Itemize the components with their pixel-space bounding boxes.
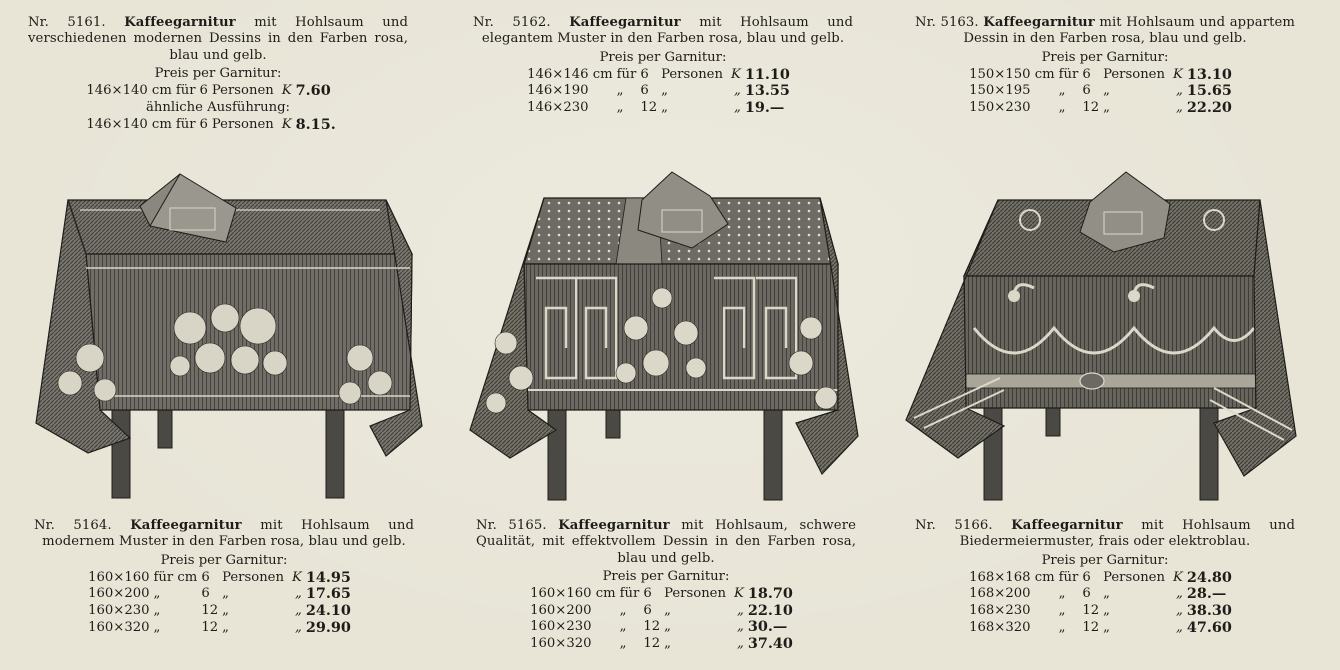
item-desc: mit Hohlsaum und Biedermeiermuster, frais oder elektroblau. [959, 518, 1295, 550]
price-cell: 17.65 [305, 585, 351, 603]
price-row [967, 67, 1243, 84]
price-label: Preis per Garnitur: [154, 66, 282, 82]
item-name: Kaffeegarnitur [1011, 518, 1123, 533]
size-cell: 150×230 [969, 100, 1031, 115]
price-row [967, 603, 1243, 620]
persons-cell: „ [1103, 586, 1110, 602]
persons-count-cell: 6 [1082, 586, 1091, 602]
currency-cell: „ [737, 619, 744, 635]
item-number: Nr. 5163. [915, 15, 979, 30]
similar-price-table [84, 117, 351, 134]
price-row [528, 619, 804, 636]
price-row [967, 100, 1243, 117]
currency-cell: K [291, 569, 302, 585]
persons-cell: „ [661, 83, 668, 99]
currency-cell: K [730, 66, 741, 82]
price-cell: 22.10 [747, 601, 793, 619]
persons-count-cell: 12 [1082, 619, 1100, 635]
item-desc: mit Hohlsaum, schwere Qualität, mit effektvollem Dessin in den Farben rosa, blau und gelb. [476, 518, 857, 566]
price-cell: 7.60 [295, 82, 331, 100]
item-name: Kaffeegarnitur [558, 518, 670, 533]
price-row [528, 636, 804, 653]
price-cell: 18.70 [747, 585, 793, 603]
for-cell: „ [619, 602, 627, 618]
price-row [86, 620, 362, 637]
currency-cell: „ [1176, 619, 1183, 635]
persons-count-cell: 6 [1082, 83, 1091, 99]
size-cell: 146×190 [527, 83, 589, 99]
persons-cell: „ [1103, 100, 1110, 115]
entry-description [476, 518, 856, 567]
price-label: Preis per Garnitur: [1041, 552, 1169, 568]
size-cell: 168×200 [969, 586, 1031, 602]
price-table [86, 570, 362, 636]
currency-cell: „ [734, 83, 741, 99]
item-desc: mit Hohlsaum und modernem Muster in den Farben rosa, blau und gelb. [42, 518, 414, 550]
size-cell: 160×320 [530, 636, 592, 651]
price-cell: 13.10 [1186, 65, 1232, 83]
item-desc: mit Hohlsaum und verschiedenen modernen Dessins in den Farben rosa, blau und gelb. [28, 15, 408, 63]
price-cell: 11.10 [744, 65, 790, 83]
for-cell: für [175, 83, 196, 99]
price-row [967, 83, 1243, 100]
persons-cell: Personen [661, 66, 723, 82]
for-cell: „ [619, 636, 627, 651]
currency-cell: „ [295, 619, 302, 635]
size-cell: 160×230 [530, 619, 592, 635]
price-row [528, 603, 804, 620]
price-row [525, 100, 801, 117]
persons-count-cell: 6 [1082, 66, 1091, 82]
price-label: Preis per Garnitur: [602, 569, 730, 585]
price-cell: 8.15. [295, 115, 336, 133]
price-row [84, 117, 351, 134]
price-cell: 30.— [747, 618, 788, 636]
size-cell: 160×160 [88, 569, 150, 585]
tablecloth-floral-illustration [30, 168, 430, 508]
for-cell: für [175, 116, 196, 132]
price-row [84, 83, 351, 100]
catalog-entry-5164 [24, 518, 424, 636]
for-cell: „ [619, 619, 627, 635]
persons-cell: „ [222, 603, 229, 618]
item-number: Nr. 5165. [476, 518, 547, 533]
persons-cell: Personen [211, 83, 274, 99]
price-table [84, 83, 351, 100]
persons-count-cell: 12 [1082, 603, 1100, 618]
price-cell: 24.80 [1186, 568, 1232, 586]
persons-count-cell: 6 [201, 586, 210, 602]
price-table [967, 570, 1243, 636]
price-row [528, 586, 804, 603]
size-cell: 146×146 cm [527, 66, 613, 82]
price-cell: 15.65 [1186, 82, 1232, 100]
size-cell: 146×140 cm [86, 116, 172, 132]
price-cell: 28.— [1186, 585, 1227, 603]
for-cell: für [1058, 66, 1079, 82]
price-table [525, 67, 801, 117]
size-cell: 146×230 [527, 100, 589, 115]
item-number: Nr. 5162. [473, 15, 551, 30]
price-cell: 47.60 [1186, 618, 1232, 636]
price-row [967, 586, 1243, 603]
catalog-entry-5166 [905, 518, 1305, 636]
persons-cell: Personen [1103, 66, 1165, 82]
persons-cell: „ [661, 100, 668, 115]
item-number: Nr. 5164. [34, 518, 112, 533]
size-cell: 160×200 [88, 586, 150, 602]
price-cell: 14.95 [305, 568, 351, 586]
currency-cell: K [733, 586, 744, 602]
price-label: Preis per Garnitur: [599, 49, 727, 65]
item-desc: mit Hohlsaum und elegantem Muster in den Farben rosa, blau und gelb. [481, 15, 853, 47]
for-cell: „ [153, 603, 161, 618]
catalog-entry-5165 [466, 518, 866, 653]
size-cell: 150×150 cm [969, 66, 1055, 82]
size-cell: 168×230 [969, 603, 1031, 618]
currency-cell: „ [295, 586, 302, 602]
price-cell: 38.30 [1186, 602, 1232, 619]
size-cell: 160×230 [88, 603, 150, 618]
persons-count-cell: 12 [1082, 100, 1100, 115]
persons-cell: „ [1103, 83, 1110, 99]
persons-cell: Personen [664, 586, 726, 602]
price-row [86, 586, 362, 603]
persons-count-cell: 6 [643, 586, 652, 602]
persons-count-cell: 6 [643, 602, 652, 618]
for-cell: „ [1058, 100, 1066, 115]
size-cell: 146×140 cm [86, 83, 172, 99]
currency-cell: K [281, 116, 292, 132]
persons-cell: Personen [1103, 569, 1165, 585]
size-cell: 150×195 [969, 83, 1031, 99]
persons-cell: Personen [222, 569, 284, 585]
size-cell: 168×320 [969, 619, 1031, 635]
price-row [86, 603, 362, 620]
persons-count-cell: 6 [199, 116, 208, 132]
entry-description [473, 15, 853, 48]
for-cell: „ [153, 586, 161, 602]
for-cell: „ [153, 619, 161, 635]
catalog-entry-5162 [463, 15, 863, 117]
currency-cell: „ [737, 636, 744, 651]
price-cell: 19.— [744, 99, 785, 116]
persons-cell: „ [1103, 603, 1110, 618]
entry-description [34, 518, 414, 551]
persons-count-cell: 12 [643, 636, 661, 651]
price-cell: 37.40 [747, 635, 793, 652]
for-cell: „ [1058, 619, 1066, 635]
persons-count-cell: 12 [643, 619, 661, 635]
price-table [528, 586, 804, 652]
persons-count-cell: 12 [201, 603, 219, 618]
price-row [967, 620, 1243, 637]
price-cell: 22.20 [1186, 99, 1232, 116]
persons-cell: „ [664, 636, 671, 651]
item-name: Kaffeegarnitur [569, 15, 681, 30]
for-cell: „ [1058, 586, 1066, 602]
persons-cell: „ [222, 586, 229, 602]
catalog-entry-5163 [905, 15, 1305, 117]
persons-cell: „ [664, 602, 671, 618]
currency-cell: „ [295, 603, 302, 618]
price-cell: 13.55 [744, 82, 790, 100]
item-number: Nr. 5161. [28, 15, 106, 30]
persons-count-cell: 6 [201, 569, 210, 585]
persons-count-cell: 6 [640, 66, 649, 82]
price-cell: 24.10 [305, 602, 351, 619]
item-desc: mit Hohlsaum und appartem Dessin in den Farben rosa, blau und gelb. [963, 15, 1296, 47]
for-cell: für cm [153, 569, 198, 585]
price-label: Preis per Garnitur: [1041, 49, 1169, 65]
currency-cell: „ [1176, 603, 1183, 618]
price-row [525, 83, 801, 100]
entry-description [915, 518, 1295, 551]
persons-cell: „ [664, 619, 671, 635]
price-table [967, 67, 1243, 117]
currency-cell: K [1172, 66, 1183, 82]
for-cell: für [619, 586, 640, 602]
price-row [86, 570, 362, 587]
entry-description [915, 15, 1295, 48]
similar-label: ähnliche Ausführung: [146, 99, 290, 115]
item-name: Kaffeegarnitur [124, 15, 236, 30]
item-number: Nr. 5166. [915, 518, 993, 533]
for-cell: für [616, 66, 637, 82]
price-cell: 29.90 [305, 618, 351, 636]
currency-cell: „ [734, 100, 741, 115]
size-cell: 160×160 cm [530, 586, 616, 602]
persons-count-cell: 12 [640, 100, 658, 115]
for-cell: „ [616, 83, 624, 99]
persons-count-cell: 12 [201, 619, 219, 635]
price-row [525, 67, 801, 84]
price-label: Preis per Garnitur: [160, 552, 288, 568]
persons-cell: „ [1103, 619, 1110, 635]
persons-count-cell: 6 [199, 83, 208, 99]
persons-count-cell: 6 [1082, 569, 1091, 585]
currency-cell: K [1172, 569, 1183, 585]
persons-cell: „ [222, 619, 229, 635]
catalog-entry-5161 [18, 15, 418, 133]
currency-cell: K [281, 83, 292, 99]
for-cell: „ [1058, 83, 1066, 99]
currency-cell: „ [1176, 586, 1183, 602]
entry-description [28, 15, 408, 64]
size-cell: 160×200 [530, 602, 592, 618]
size-cell: 168×168 cm [969, 569, 1055, 585]
currency-cell: „ [1176, 83, 1183, 99]
for-cell: „ [616, 100, 624, 115]
currency-cell: „ [737, 602, 744, 618]
item-name: Kaffeegarnitur [130, 518, 242, 533]
persons-count-cell: 6 [640, 83, 649, 99]
tablecloth-meander-illustration [466, 168, 866, 508]
size-cell: 160×320 [88, 619, 150, 635]
for-cell: für [1058, 569, 1079, 585]
tablecloth-garland-illustration [904, 168, 1304, 508]
item-name: Kaffeegarnitur [983, 15, 1095, 30]
currency-cell: „ [1176, 100, 1183, 115]
price-row [967, 570, 1243, 587]
for-cell: „ [1058, 603, 1066, 618]
persons-cell: Personen [211, 116, 274, 132]
